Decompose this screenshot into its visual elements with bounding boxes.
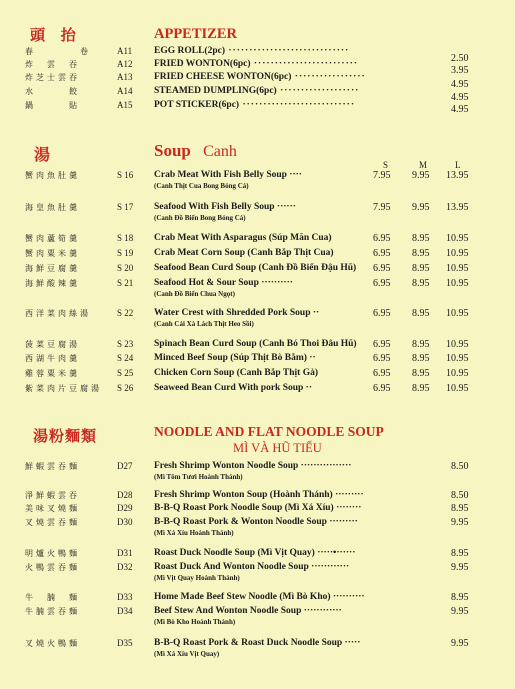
item-vi-name: (Mì Xá Xíu Vịt Quay) <box>154 650 220 658</box>
item-zh-name: 春 卷 <box>25 47 91 56</box>
item-vi-name: (Mì Tôm Tươi Hoành Thánh) <box>154 473 243 481</box>
item-name: Chicken Corn Soup (Canh Bắp Thịt Gà) <box>154 368 319 378</box>
item-price: 4.95 <box>451 104 469 115</box>
item-name: Home Made Beef Stew Noodle (Mì Bò Kho) ·········· <box>154 592 365 602</box>
item-code: D28 <box>117 490 133 500</box>
price-l: 10.95 <box>446 368 469 379</box>
noodle-zh-title: 湯粉麵類 <box>33 429 98 445</box>
item-name: Beef Stew And Wonton Noodle Soup ············ <box>154 606 342 616</box>
item-name: Seafood Hot & Sour Soup ·········· <box>154 278 293 288</box>
item-name: Crab Meat Corn Soup (Canh Bắp Thịt Cua) <box>154 248 334 258</box>
item-vi-name: (Canh Thịt Cua Bong Bóng Cá) <box>154 182 249 190</box>
item-name: STEAMED DUMPLING(6pc) ··················· <box>154 86 360 96</box>
item-name: Seafood Bean Curd Soup (Canh Đồ Biển Đậu Hũ) <box>154 263 357 273</box>
item-zh-name: 海鮮酸辣羹 <box>25 279 80 288</box>
item-code: D32 <box>117 562 133 572</box>
item-code: S 23 <box>117 339 134 349</box>
price-s: 6.95 <box>373 248 391 259</box>
item-zh-name: 鮮蝦雲吞麵 <box>25 462 80 471</box>
item-zh-name: 海鮮豆腐羹 <box>25 264 80 273</box>
item-zh-name: 牛腩雲吞麵 <box>25 607 80 616</box>
item-code: S 18 <box>117 233 134 243</box>
price-l: 10.95 <box>446 248 469 259</box>
item-zh-name: 蟹肉魚肚羹 <box>25 171 80 180</box>
appetizer-title: APPETIZER <box>154 26 237 42</box>
noodle-title: NOODLE AND FLAT NOODLE SOUP <box>154 424 384 439</box>
item-price: 8.95 <box>451 592 469 603</box>
price-m: 8.95 <box>412 248 430 259</box>
item-zh-name: 蟹肉蘆筍羹 <box>25 234 80 243</box>
price-l: 10.95 <box>446 263 469 274</box>
item-code: S 19 <box>117 248 134 258</box>
item-price: 9.95 <box>451 562 469 573</box>
item-code: D29 <box>117 503 133 513</box>
item-name: EGG ROLL(2pc) ····························· <box>154 46 350 56</box>
price-m: 8.95 <box>412 233 430 244</box>
item-vi-name: (Canh Đồ Biển Chua Ngọt) <box>154 290 235 298</box>
price-m: 8.95 <box>412 368 430 379</box>
item-price: 9.95 <box>451 517 469 528</box>
item-name: B-B-Q Roast Pork Noodle Soup (Mì Xá Xíu) ········ <box>154 503 362 513</box>
price-m: 8.95 <box>412 278 430 289</box>
item-zh-name: 叉燒雲吞麵 <box>25 518 80 527</box>
item-zh-name: 西洋菜肉絲湯 <box>25 309 91 318</box>
item-name: FRIED WONTON(6pc) ························· <box>154 59 359 69</box>
item-name: Water Crest with Shredded Pork Soup ·· <box>154 308 320 318</box>
price-s: 6.95 <box>373 339 391 350</box>
item-name: Minced Beef Soup (Súp Thịt Bò Bằm) ·· <box>154 353 316 363</box>
price-l: 10.95 <box>446 308 469 319</box>
item-code: D34 <box>117 606 133 616</box>
item-code: A12 <box>117 59 133 69</box>
item-name: FRIED CHEESE WONTON(6pc) ················· <box>154 72 366 82</box>
appetizer-zh-title: 頭 抬 <box>30 28 82 44</box>
item-zh-name: 海皇魚肚羹 <box>25 203 80 212</box>
item-zh-name: 水 餃 <box>25 87 80 96</box>
item-code: S 24 <box>117 353 134 363</box>
item-price: 8.50 <box>451 461 469 472</box>
item-code: S 17 <box>117 202 134 212</box>
price-l: 10.95 <box>446 339 469 350</box>
item-code: S 25 <box>117 368 134 378</box>
item-code: D27 <box>117 461 133 471</box>
item-vi-name: (Canh Cải Xà Lách Thịt Heo Sồi) <box>154 320 254 328</box>
item-price: 9.95 <box>451 638 469 649</box>
item-code: S 21 <box>117 278 134 288</box>
item-name: B-B-Q Roast Pork & Wonton Noodle Soup ········· <box>154 517 358 527</box>
price-s: 6.95 <box>373 278 391 289</box>
price-s: 7.95 <box>373 202 391 213</box>
item-code: A14 <box>117 86 133 96</box>
item-name: Seaweed Bean Curd With pork Soup ·· <box>154 383 313 393</box>
price-m: 8.95 <box>412 353 430 364</box>
item-code: D31 <box>117 548 133 558</box>
price-s: 7.95 <box>373 170 391 181</box>
item-code: A13 <box>117 72 133 82</box>
soup-zh-title: 湯 <box>34 147 57 164</box>
item-price: 3.95 <box>451 65 469 76</box>
item-code: A11 <box>117 46 133 56</box>
item-price: 2.50 <box>451 53 469 64</box>
price-s: 6.95 <box>373 383 391 394</box>
item-code: S 20 <box>117 263 134 273</box>
noodle-title-vi: MÌ VÀ HŨ TIẾU <box>233 441 322 455</box>
item-zh-name: 鍋 貼 <box>25 101 80 110</box>
price-s: 6.95 <box>373 308 391 319</box>
price-m: 8.95 <box>412 383 430 394</box>
price-s: 6.95 <box>373 368 391 379</box>
price-l: 13.95 <box>446 170 469 181</box>
price-m: 8.95 <box>412 339 430 350</box>
item-code: S 22 <box>117 308 134 318</box>
item-price: 4.95 <box>451 79 469 90</box>
price-m: 8.95 <box>412 308 430 319</box>
item-vi-name: (Mì Bò Kho Hoành Thánh) <box>154 618 236 626</box>
item-price: 8.95 <box>451 548 469 559</box>
item-code: A15 <box>117 100 133 110</box>
item-name: POT STICKER(6pc) ··························· <box>154 100 355 110</box>
item-zh-name: 火鴨雲吞麵 <box>25 563 80 572</box>
item-zh-name: 淨鮮蝦雲吞 <box>25 491 80 500</box>
item-code: D30 <box>117 517 133 527</box>
col-s-header: S <box>383 160 389 170</box>
soup-title: Soup Canh <box>154 141 237 160</box>
item-zh-name: 叉燒火鴨麵 <box>25 639 80 648</box>
item-name: Spinach Bean Curd Soup (Canh Bó Thoi Đâu Hũ) <box>154 339 357 349</box>
price-l: 10.95 <box>446 383 469 394</box>
item-zh-name: 炸 雲 吞 <box>25 60 80 69</box>
price-s: 6.95 <box>373 233 391 244</box>
item-zh-name: 炸芝士雲吞 <box>25 73 80 82</box>
item-price: 9.95 <box>451 606 469 617</box>
price-s: 6.95 <box>373 263 391 274</box>
item-code: D33 <box>117 592 133 602</box>
price-l: 13.95 <box>446 202 469 213</box>
item-zh-name: 牛 腩 麵 <box>25 593 80 602</box>
item-zh-name: 雞蓉粟米羹 <box>25 369 80 378</box>
item-code: S 26 <box>117 383 134 393</box>
item-name: Fresh Shrimp Wonton Soup (Hoành Thánh) ········· <box>154 490 364 500</box>
item-vi-name: (Canh Đồ Biển Bong Bóng Cá) <box>154 214 246 222</box>
price-l: 10.95 <box>446 278 469 289</box>
price-l: 10.95 <box>446 233 469 244</box>
item-zh-name: 美味叉燒麵 <box>25 504 80 513</box>
item-vi-name: (Mì Xá Xíu Hoành Thánh) <box>154 529 234 537</box>
item-code: D35 <box>117 638 133 648</box>
col-m-header: M <box>419 160 428 170</box>
price-m: 9.95 <box>412 202 430 213</box>
item-name: Fresh Shrimp Wonton Noodle Soup ················ <box>154 461 352 471</box>
price-m: 8.95 <box>412 263 430 274</box>
price-m: 9.95 <box>412 170 430 181</box>
item-name: B-B-Q Roast Pork & Roast Duck Noodle Soup ····· <box>154 638 361 648</box>
soup-title-vi: Canh <box>203 143 237 160</box>
item-code: S 16 <box>117 170 134 180</box>
item-name: Seafood With Fish Belly Soup ······ <box>154 202 296 212</box>
item-zh-name: 蟹肉粟米羹 <box>25 249 80 258</box>
item-name: Roast Duck And Wonton Noodle Soup ············ <box>154 562 350 572</box>
item-name: Roast Duck Noodle Soup (Mì Vịt Quay) ·····•······ <box>154 548 356 558</box>
item-zh-name: 紫菜肉片豆腐湯 <box>25 384 102 393</box>
item-zh-name: 西湖牛肉羹 <box>25 354 80 363</box>
item-vi-name: (Mì Vịt Quay Hoành Thánh) <box>154 574 240 582</box>
item-name: Crab Meat With Asparagus (Súp Măn Cua) <box>154 233 332 243</box>
item-name: Crab Meat With Fish Belly Soup ···· <box>154 170 302 180</box>
price-s: 6.95 <box>373 353 391 364</box>
item-price: 8.95 <box>451 503 469 514</box>
col-l-header: L <box>455 160 461 170</box>
item-price: 8.50 <box>451 490 469 501</box>
item-zh-name: 明爐火鴨麵 <box>25 549 80 558</box>
price-l: 10.95 <box>446 353 469 364</box>
item-zh-name: 菠菜豆腐湯 <box>25 340 80 349</box>
item-price: 4.95 <box>451 92 469 103</box>
